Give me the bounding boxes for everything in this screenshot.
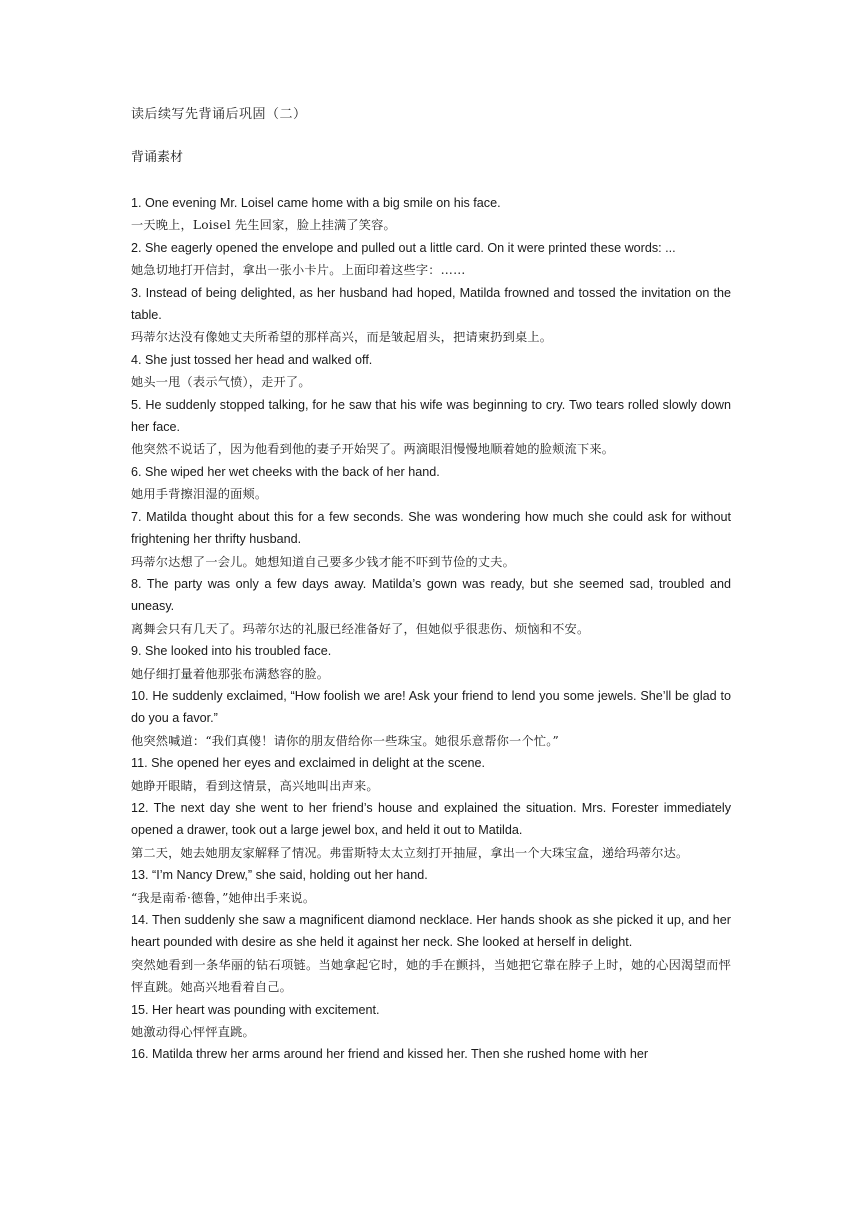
list-item <box>131 864 731 909</box>
english-sentence: 13. “I’m Nancy Drew,” she said, holding out her hand. <box>131 868 428 883</box>
chinese-translation: 一天晚上，Loisel 先生回家，脸上挂满了笑容。 <box>131 218 396 233</box>
chinese-translation: 她急切地打开信封，拿出一张小卡片。上面印着这些字：…… <box>131 263 466 278</box>
list-item <box>131 573 731 640</box>
list-item <box>131 999 731 1044</box>
chinese-translation: 突然她看到一条华丽的钻石项链。当她拿起它时，她的手在颤抖，当她把它靠在脖子上时，她的心因渴望而怦怦直跳。她高兴地看着自己。 <box>131 957 731 995</box>
chinese-translation: 她睁开眼睛，看到这情景，高兴地叫出声来。 <box>131 778 379 793</box>
chinese-translation: 她头一甩（表示气愤），走开了。 <box>131 375 311 390</box>
section-title: 背诵素材 <box>131 150 184 165</box>
recitation-list <box>131 192 731 1066</box>
document-title: 读后续写先背诵后巩固（二） <box>131 107 307 122</box>
list-item <box>131 461 731 506</box>
list-item <box>131 237 731 282</box>
document-page <box>131 104 731 1066</box>
chinese-translation: 她用手背擦泪湿的面颊。 <box>131 487 268 502</box>
list-item <box>131 394 731 461</box>
english-sentence: 7. Matilda thought about this for a few seconds. She was wondering how much she could ask for without frightening her thrifty husband. <box>131 509 731 547</box>
chinese-translation: 她仔细打量着他那张布满愁容的脸。 <box>131 666 330 681</box>
list-item <box>131 909 731 999</box>
list-item <box>131 685 731 752</box>
english-sentence: 3. Instead of being delighted, as her husband had hoped, Matilda frowned and tossed the invitation on the table. <box>131 285 731 323</box>
chinese-translation: 她激动得心怦怦直跳。 <box>131 1025 255 1040</box>
chinese-translation: 玛蒂尔达没有像她丈夫所希望的那样高兴，而是皱起眉头，把请柬扔到桌上。 <box>131 330 553 345</box>
english-sentence: 11. She opened her eyes and exclaimed in delight at the scene. <box>131 756 486 771</box>
chinese-translation: 他突然喊道：“我们真傻！请你的朋友借给你一些珠宝。她很乐意帮你一个忙。” <box>131 733 559 748</box>
english-sentence: 9. She looked into his troubled face. <box>131 644 332 659</box>
list-item <box>131 752 731 797</box>
english-sentence: 15. Her heart was pounding with excitement. <box>131 1002 380 1017</box>
list-item <box>131 282 731 349</box>
chinese-translation: 玛蒂尔达想了一会儿。她想知道自己要多少钱才能不吓到节俭的丈夫。 <box>131 554 516 569</box>
chinese-translation: “我是南希·德鲁，”她伸出手来说。 <box>131 890 316 905</box>
english-sentence: 14. Then suddenly she saw a magnificent diamond necklace. Her hands shook as she picked it up, and her heart pounded with desire as she held it against her neck. She looked at herself in delight. <box>131 913 731 950</box>
english-sentence: 12. The next day she went to her friend’s house and explained the situation. Mrs. Forester immediately opened a drawer, took out a large jewel box, and held it out to Matilda. <box>131 800 731 838</box>
chinese-translation: 离舞会只有几天了。玛蒂尔达的礼服已经准备好了，但她似乎很悲伤、烦恼和不安。 <box>131 621 590 636</box>
english-sentence: 4. She just tossed her head and walked off. <box>131 352 373 367</box>
list-item <box>131 349 731 394</box>
english-sentence: 16. Matilda threw her arms around her friend and kissed her. Then she rushed home with her <box>131 1047 649 1062</box>
list-item <box>131 192 731 237</box>
english-sentence: 2. She eagerly opened the envelope and pulled out a little card. On it were printed these words: ... <box>131 240 676 255</box>
english-sentence: 6. She wiped her wet cheeks with the back of her hand. <box>131 464 440 479</box>
list-item <box>131 1043 731 1065</box>
english-sentence: 10. He suddenly exclaimed, “How foolish we are! Ask your friend to lend you some jewels. She’ll be glad to do you a favor.” <box>131 688 731 726</box>
english-sentence: 8. The party was only a few days away. Matilda’s gown was ready, but she seemed sad, troubled and uneasy. <box>131 576 731 614</box>
list-item <box>131 506 731 573</box>
chinese-translation: 他突然不说话了，因为他看到他的妻子开始哭了。两滴眼泪慢慢地顺着她的脸颊流下来。 <box>131 442 615 457</box>
list-item <box>131 797 731 864</box>
english-sentence: 1. One evening Mr. Loisel came home with a big smile on his face. <box>131 196 501 210</box>
chinese-translation: 第二天，她去她朋友家解释了情况。弗雷斯特太太立刻打开抽屉，拿出一个大珠宝盒，递给玛蒂尔达。 <box>131 845 689 860</box>
english-sentence: 5. He suddenly stopped talking, for he saw that his wife was beginning to cry. Two tears rolled slowly down her face. <box>131 397 731 435</box>
list-item <box>131 640 731 685</box>
